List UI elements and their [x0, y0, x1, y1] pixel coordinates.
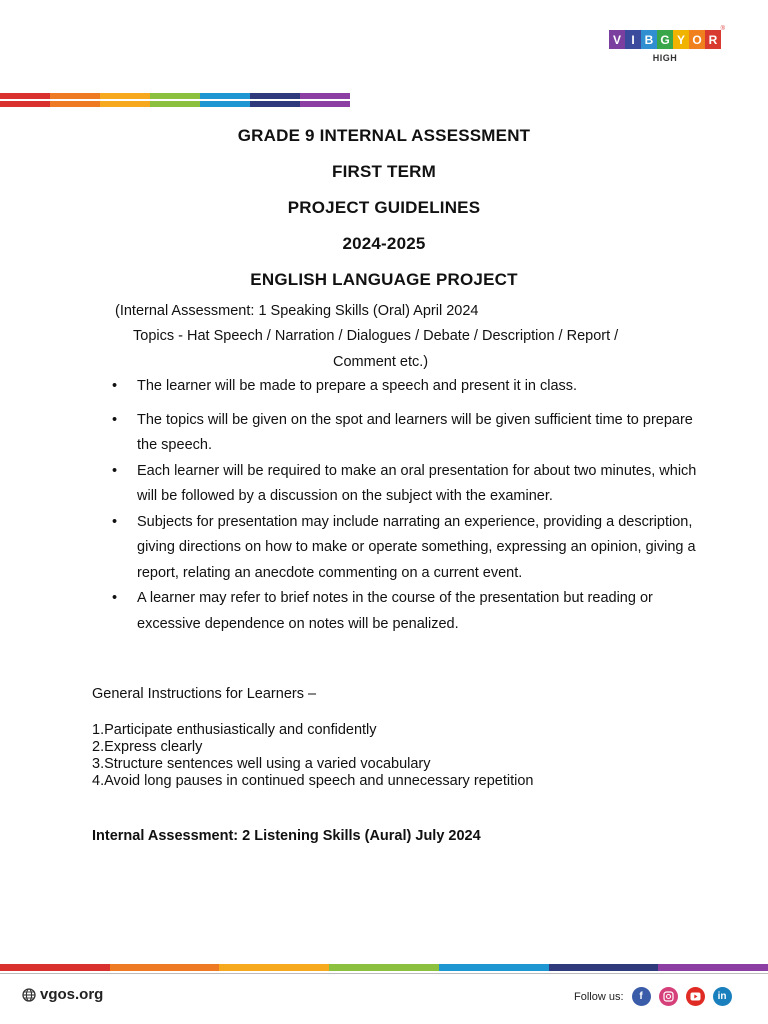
linkedin-icon[interactable]: in [713, 987, 732, 1006]
logo-letter: Y [673, 30, 689, 49]
header-rainbow-bar [0, 93, 350, 107]
stripe-segment [439, 964, 549, 971]
stripe-segment [200, 101, 250, 107]
logo-subtitle: HIGH [652, 53, 678, 63]
general-instructions-heading: General Instructions for Learners – [92, 686, 317, 702]
bullet-icon: • [112, 462, 118, 479]
stripe-segment [300, 101, 350, 107]
stripe-segment [658, 964, 768, 971]
stripe-segment [0, 964, 110, 971]
stripe-segment [250, 101, 300, 107]
youtube-icon[interactable] [686, 987, 705, 1006]
stripe-segment [50, 93, 100, 99]
website-text: vgos.org [40, 986, 104, 1003]
logo-letter: O [689, 30, 705, 49]
list-item-text: Each learner will be required to make an oral presentation for about two minutes, which will be followed by a discussion on the subject with the examiner. [137, 462, 697, 504]
logo-letter: R [705, 30, 721, 49]
document-headings [0, 118, 768, 298]
list-item [112, 459, 702, 510]
instruction-step: 3.Structure sentences well using a varied vocabulary [92, 756, 431, 772]
intro-line-1: (Internal Assessment: 1 Speaking Skills (Oral) April 2024 [115, 303, 479, 319]
stripe-segment [150, 93, 200, 99]
social-follow [574, 987, 732, 1006]
stripe-segment [150, 101, 200, 107]
logo-letter: G [657, 30, 673, 49]
heading-guidelines: PROJECT GUIDELINES [287, 198, 481, 217]
list-item [112, 374, 702, 400]
stripe-segment [329, 964, 439, 971]
logo-letters [609, 30, 721, 49]
heading-term: FIRST TERM [332, 162, 436, 181]
stripe-segment [0, 101, 50, 107]
globe-icon [22, 988, 36, 1002]
intro-line-2: Topics - Hat Speech / Narration / Dialogues / Debate / Description / Report / [133, 328, 619, 344]
stripe-segment [100, 101, 150, 107]
rainbow-stripe [0, 101, 350, 107]
list-item-text: Subjects for presentation may include narrating an experience, providing a description, giving directions on how to make or operate something, expressing an opinion, giving a report, relating an anecdote commenting on a current event. [137, 513, 696, 581]
bullet-icon: • [112, 590, 118, 606]
list-item-text: The learner will be made to prepare a speech and present it in class. [137, 378, 578, 394]
rainbow-stripe [0, 93, 350, 99]
footer-rainbow-bar [0, 964, 768, 971]
bullet-icon: • [112, 378, 118, 394]
logo-letter: B [641, 30, 657, 49]
facebook-icon[interactable]: f [632, 987, 651, 1006]
follow-label: Follow us: [574, 990, 624, 1003]
bullet-icon: • [112, 411, 118, 428]
logo-letter: I [625, 30, 641, 49]
list-item [112, 586, 702, 637]
list-item-text: The topics will be given on the spot and learners will be given sufficient time to prepare the speech. [137, 411, 693, 453]
stripe-segment [300, 93, 350, 99]
instruction-step: 4.Avoid long pauses in continued speech and unnecessary repetition [92, 773, 534, 789]
heading-project: ENGLISH LANGUAGE PROJECT [250, 270, 518, 289]
stripe-segment [549, 964, 659, 971]
instagram-icon[interactable] [659, 987, 678, 1006]
list-item-text: A learner may refer to brief notes in the course of the presentation but reading or excessive dependence on notes will be penalized. [137, 590, 653, 632]
list-item [112, 408, 702, 459]
stripe-segment [110, 964, 220, 971]
stripe-segment [250, 93, 300, 99]
stripe-segment [50, 101, 100, 107]
heading-year: 2024-2025 [342, 234, 426, 253]
stripe-segment [0, 93, 50, 99]
assessment-2-heading: Internal Assessment: 2 Listening Skills (Aural) July 2024 [92, 828, 481, 844]
heading-grade: GRADE 9 INTERNAL ASSESSMENT [237, 126, 531, 145]
instruction-steps [92, 722, 534, 790]
intro-line-3: Comment etc.) [333, 354, 429, 370]
stripe-segment [219, 964, 329, 971]
instruction-step: 1.Participate enthusiastically and confidently [92, 722, 377, 738]
stripe-segment [100, 93, 150, 99]
website-link[interactable] [22, 986, 103, 1003]
vibgyor-logo [609, 26, 725, 63]
footer-divider [0, 973, 768, 974]
instruction-step: 2.Express clearly [92, 739, 203, 755]
logo-letter: V [609, 30, 625, 49]
bullet-icon: • [112, 513, 118, 530]
list-item [112, 510, 702, 587]
stripe-segment [200, 93, 250, 99]
registered-mark-icon: ® [720, 26, 725, 32]
guidelines-list [112, 374, 702, 637]
